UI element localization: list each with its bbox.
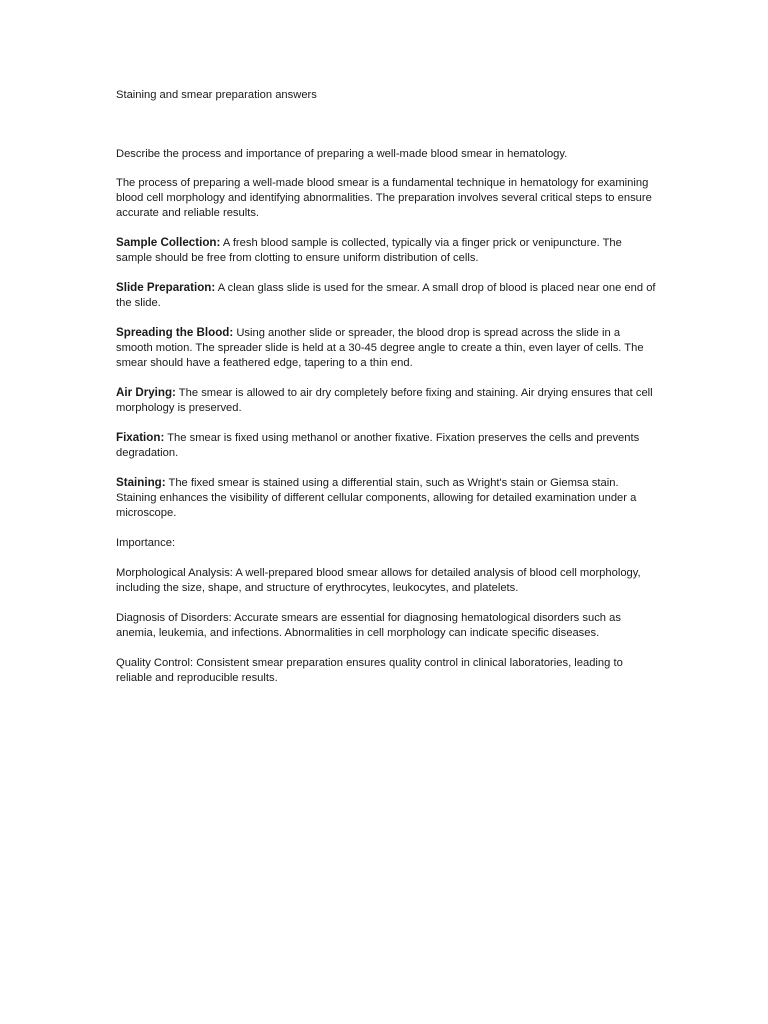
step-fixation	[116, 430, 656, 461]
step-text: The fixed smear is stained using a differential stain, such as Wright's stain or Giemsa stain. Staining enhances the visibility of different cellular components, allowing for detailed examination under a microscope.	[116, 477, 637, 519]
step-slide-preparation	[116, 280, 656, 311]
document-page	[116, 88, 656, 686]
document-title: Staining and smear preparation answers	[116, 89, 317, 101]
step-term: Air Drying:	[116, 386, 176, 399]
step-text: A clean glass slide is used for the smear. A small drop of blood is placed near one end of the slide.	[116, 282, 656, 309]
intro-paragraph: The process of preparing a well-made blood smear is a fundamental technique in hematology for examining blood cell morphology and identifying abnormalities. The preparation involves several critical steps to ensure accurate and reliable results.	[116, 177, 652, 219]
step-term: Staining:	[116, 476, 166, 489]
importance-morphological-analysis: Morphological Analysis: A well-prepared blood smear allows for detailed analysis of blood cell morphology, including the size, shape, and structure of erythrocytes, leukocytes, and platelets.	[116, 567, 641, 594]
step-spreading-the-blood	[116, 325, 656, 371]
question-text: Describe the process and importance of preparing a well-made blood smear in hematology.	[116, 148, 568, 160]
step-air-drying	[116, 385, 656, 416]
importance-quality-control: Quality Control: Consistent smear preparation ensures quality control in clinical laboratories, leading to reliable and reproducible results.	[116, 657, 623, 684]
step-text: Using another slide or spreader, the blood drop is spread across the slide in a smooth motion. The spreader slide is held at a 30-45 degree angle to create a thin, even layer of cells. The smear should have a feathered edge, tapering to a thin end.	[116, 327, 644, 369]
step-text: The smear is fixed using methanol or another fixative. Fixation preserves the cells and prevents degradation.	[116, 432, 640, 459]
step-term: Spreading the Blood:	[116, 326, 234, 339]
importance-heading: Importance:	[116, 537, 176, 549]
step-text: A fresh blood sample is collected, typically via a finger prick or venipuncture. The sample should be free from clotting to ensure uniform distribution of cells.	[116, 237, 622, 264]
step-staining	[116, 475, 656, 521]
step-term: Slide Preparation:	[116, 281, 216, 294]
step-sample-collection	[116, 235, 656, 266]
importance-diagnosis-of-disorders: Diagnosis of Disorders: Accurate smears are essential for diagnosing hematological disorders such as anemia, leukemia, and infections. Abnormalities in cell morphology can indicate specific diseases.	[116, 612, 621, 639]
step-term: Fixation:	[116, 431, 165, 444]
step-text: The smear is allowed to air dry completely before fixing and staining. Air drying ensures that cell morphology is preserved.	[116, 387, 653, 414]
step-term: Sample Collection:	[116, 236, 221, 249]
